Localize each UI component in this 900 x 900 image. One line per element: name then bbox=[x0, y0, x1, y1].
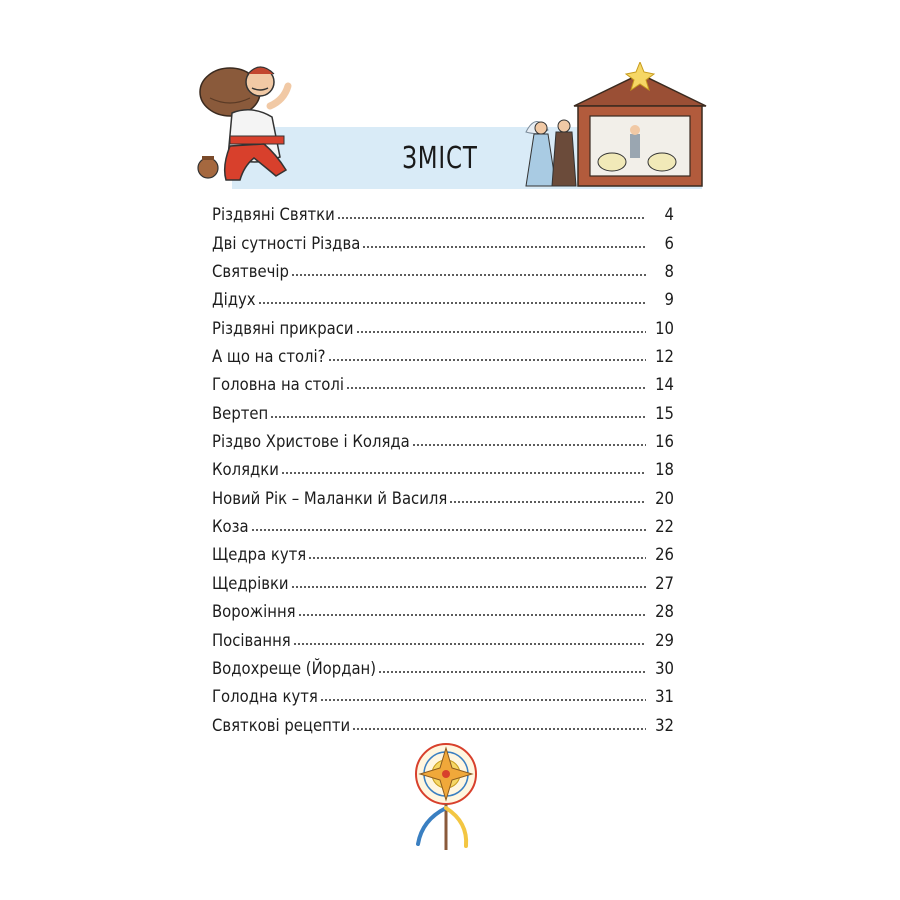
toc-entry-title: Водохреще (Йордан) bbox=[212, 658, 377, 678]
toc-leader-dots bbox=[378, 671, 646, 673]
toc-entry bbox=[212, 621, 674, 649]
toc-entry-page: 10 bbox=[655, 318, 674, 338]
toc-entry bbox=[212, 451, 674, 479]
toc-entry-page: 31 bbox=[655, 687, 674, 707]
toc-entry bbox=[212, 423, 674, 451]
toc-entry-title: Різдвяні Святки bbox=[212, 205, 335, 225]
toc-entry-page: 32 bbox=[655, 715, 674, 735]
toc-leader-dots bbox=[346, 387, 646, 389]
nativity-scene-illustration bbox=[512, 62, 710, 190]
toc-leader-dots bbox=[412, 444, 646, 446]
toc-entry-page: 4 bbox=[664, 205, 674, 225]
toc-leader-dots bbox=[291, 274, 646, 276]
toc-leader-dots bbox=[293, 643, 646, 645]
toc-leader-dots bbox=[308, 557, 646, 559]
toc-entry-page: 8 bbox=[664, 262, 674, 282]
toc-entry bbox=[212, 650, 674, 678]
toc-entry bbox=[212, 564, 674, 592]
cossack-with-sack-illustration bbox=[192, 58, 322, 186]
toc-entry-page: 12 bbox=[655, 347, 674, 367]
toc-entry-title: Різдвяні прикраси bbox=[212, 318, 354, 338]
toc-leader-dots bbox=[320, 699, 646, 701]
table-of-contents bbox=[212, 196, 674, 735]
toc-leader-dots bbox=[258, 302, 646, 304]
toc-entry-title: Голодна кутя bbox=[212, 687, 318, 707]
toc-entry-title: Колядки bbox=[212, 460, 279, 480]
toc-leader-dots bbox=[362, 246, 646, 248]
toc-entry-title: Дві сутності Різдва bbox=[212, 233, 361, 253]
toc-entry-title: Коза bbox=[212, 517, 249, 537]
toc-entry bbox=[212, 479, 674, 507]
toc-entry-title: Ворожіння bbox=[212, 602, 296, 622]
toc-entry-title: Головна на столі bbox=[212, 375, 344, 395]
toc-leader-dots bbox=[352, 728, 646, 730]
page-title: ЗМІСТ bbox=[402, 141, 478, 176]
toc-leader-dots bbox=[251, 529, 646, 531]
toc-entry-page: 26 bbox=[655, 545, 674, 565]
toc-entry-title: Святвечір bbox=[212, 262, 289, 282]
toc-entry-page: 6 bbox=[664, 233, 674, 253]
christmas-star-illustration bbox=[408, 738, 486, 852]
toc-entry bbox=[212, 281, 674, 309]
toc-leader-dots bbox=[291, 586, 646, 588]
toc-entry bbox=[212, 338, 674, 366]
toc-entry bbox=[212, 706, 674, 734]
toc-leader-dots bbox=[337, 217, 646, 219]
toc-entry-title: Дідух bbox=[212, 290, 256, 310]
toc-entry-title: А що на столі? bbox=[212, 347, 326, 367]
toc-entry-page: 20 bbox=[655, 488, 674, 508]
toc-entry-title: Щедрівки bbox=[212, 573, 289, 593]
toc-entry-page: 15 bbox=[655, 403, 674, 423]
toc-entry-page: 22 bbox=[655, 517, 674, 537]
toc-entry-title: Вертеп bbox=[212, 403, 269, 423]
toc-entry bbox=[212, 196, 674, 224]
toc-entry-title: Щедра кутя bbox=[212, 545, 307, 565]
toc-entry-title: Новий Рік – Маланки й Василя bbox=[212, 488, 448, 508]
toc-entry-page: 27 bbox=[655, 573, 674, 593]
toc-entry bbox=[212, 536, 674, 564]
toc-entry bbox=[212, 366, 674, 394]
toc-entry bbox=[212, 678, 674, 706]
toc-entry-title: Різдво Христове і Коляда bbox=[212, 432, 410, 452]
toc-entry-page: 28 bbox=[655, 602, 674, 622]
toc-entry bbox=[212, 253, 674, 281]
toc-entry bbox=[212, 593, 674, 621]
toc-entry-page: 14 bbox=[655, 375, 674, 395]
toc-entry bbox=[212, 394, 674, 422]
toc-entry bbox=[212, 508, 674, 536]
toc-entry-title: Посівання bbox=[212, 630, 291, 650]
toc-leader-dots bbox=[449, 501, 646, 503]
toc-entry bbox=[212, 309, 674, 337]
toc-leader-dots bbox=[270, 416, 646, 418]
toc-leader-dots bbox=[298, 614, 646, 616]
toc-leader-dots bbox=[356, 331, 646, 333]
toc-entry-title: Святкові рецепти bbox=[212, 715, 351, 735]
toc-leader-dots bbox=[281, 472, 646, 474]
toc-entry-page: 30 bbox=[655, 658, 674, 678]
toc-entry-page: 16 bbox=[655, 432, 674, 452]
toc-entry bbox=[212, 224, 674, 252]
toc-entry-page: 18 bbox=[655, 460, 674, 480]
toc-leader-dots bbox=[328, 359, 646, 361]
toc-entry-page: 9 bbox=[664, 290, 674, 310]
toc-entry-page: 29 bbox=[655, 630, 674, 650]
